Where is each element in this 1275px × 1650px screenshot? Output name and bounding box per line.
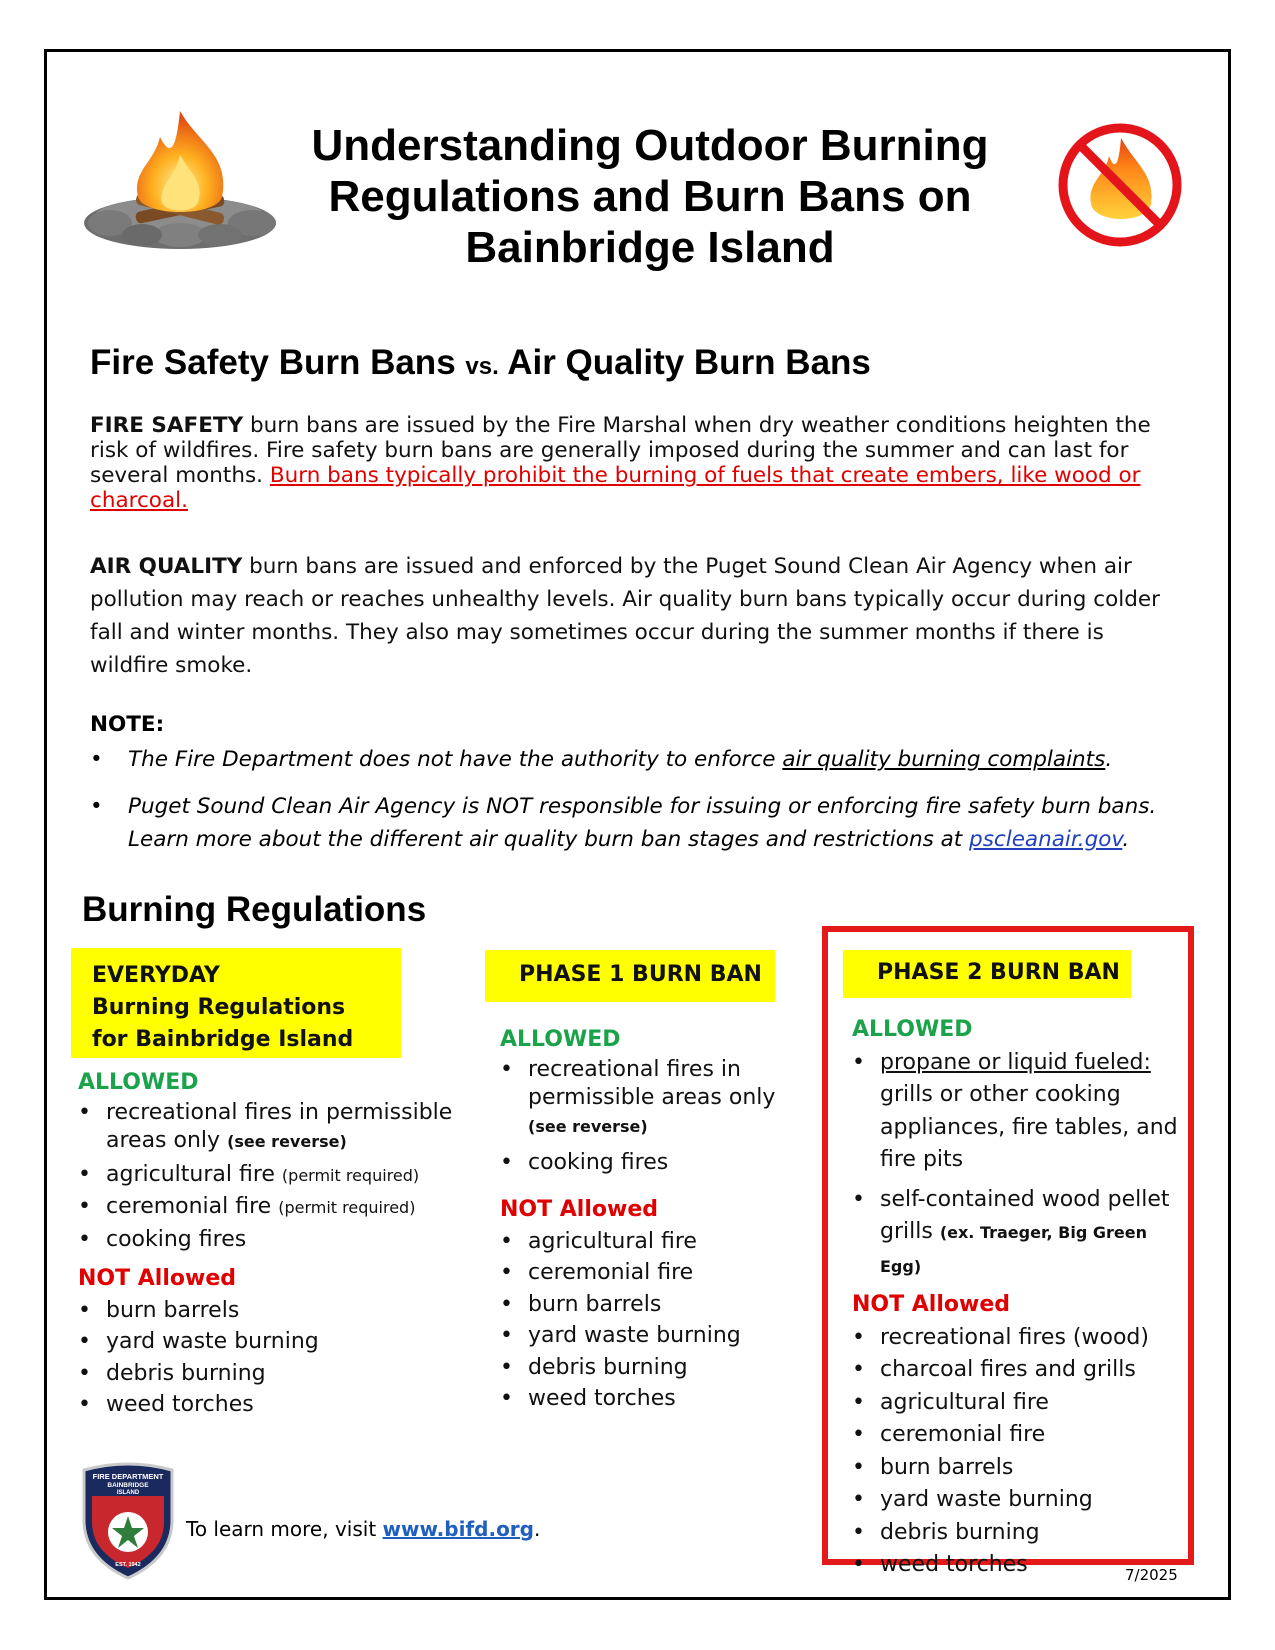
list-item: • yard waste burning [500,1320,800,1352]
list-item: • weed torches [500,1383,800,1415]
list-item: • weed torches [852,1549,1182,1582]
list-item [78,1099,468,1159]
list-item: • charcoal fires and grills [852,1354,1182,1387]
badge-text: EST. 1942 [115,1562,141,1568]
note-label: NOTE: [90,712,165,737]
list-item: • yard waste burning [78,1326,468,1358]
title-line: Regulations and Burn Bans on [328,172,972,221]
footer-text [186,1517,540,1541]
list-item: • debris burning [500,1352,800,1384]
item-note: (permit required) [281,1165,420,1185]
item-text: cooking fires [528,1149,669,1175]
list-item [852,1184,1182,1284]
item-text: cooking fires [106,1226,247,1252]
air-quality-heading: Air Quality Burn Bans [507,343,871,382]
allowed-label: ALLOWED [500,1027,621,1052]
list-item: • yard waste burning [852,1484,1182,1517]
list-item: • burn barrels [500,1289,800,1321]
air-quality-text: burn bans are issued and enforced by the Puget Sound Clean Air Agency when air pollution may reach or reaches unhealthy levels. Air quality burn bans typically occur during colder fall and winter months. They also may sometimes occur during the summer months if there is wildfire smoke. [90,554,1160,678]
everyday-label: Burning Regulations [92,995,346,1020]
phase1-label-box: PHASE 1 BURN BAN [485,950,775,1002]
fire-safety-paragraph [90,413,1180,513]
item-note: (see reverse) [528,1116,648,1136]
footer-punctuation: . [534,1517,541,1541]
phase2-column [852,1014,1182,1582]
list-item: • debris burning [78,1358,468,1390]
everyday-label-box [71,948,401,1058]
fire-department-badge-icon [78,1462,178,1580]
list-item [78,1224,468,1256]
list-item: • agricultural fire [852,1387,1182,1420]
title-line: Bainbridge Island [465,223,835,272]
everyday-column [78,1067,468,1421]
vs-label: vs. [465,353,499,380]
footer-label: To learn more, visit [186,1517,383,1541]
fire-safety-label: FIRE SAFETY [90,413,244,438]
no-fire-icon [1055,120,1185,250]
note-item [90,790,1190,856]
note-text: . [1122,827,1130,852]
list-item [500,1147,800,1179]
badge-text: ISLAND [116,1490,140,1496]
burning-regulations-heading: Burning Regulations [82,890,427,929]
note-text: Puget Sound Clean Air Agency is NOT responsible for issuing or enforcing fire safety burn bans. Learn more about the different air quality burn ban stages and restrictions at [128,794,1157,852]
item-note: (see reverse) [227,1131,347,1151]
list-item [78,1191,468,1224]
everyday-label: for Bainbridge Island [92,1027,354,1052]
title-line: Understanding Outdoor Burning [311,121,989,170]
note-list [90,743,1190,870]
air-quality-label: AIR QUALITY [90,554,243,579]
fire-safety-text: burn bans are issued by the Fire Marshal when dry weather conditions heighten the risk of wildfires. Fire safety burn bans are generally imposed during the summer and can last for several months. [90,413,1151,488]
everyday-not-allowed-list [78,1295,468,1421]
item-text: self-contained wood pellet grills [880,1186,1170,1244]
item-text: grills or other cooking appliances, fire tables, and fire pits [880,1082,1178,1172]
allowed-label: ALLOWED [78,1070,199,1095]
everyday-allowed-list [78,1099,468,1256]
list-item [78,1159,468,1192]
badge-text: FIRE DEPARTMENT [92,1472,164,1481]
air-quality-paragraph [90,550,1180,682]
note-item [90,743,1190,776]
item-text: agricultural fire [106,1161,275,1187]
phase2-label-box: PHASE 2 BURN BAN [843,950,1131,998]
everyday-label: EVERYDAY [92,963,220,988]
item-text: ceremonial fire [106,1194,272,1219]
revision-date: 7/2025 [1125,1566,1178,1584]
list-item: • agricultural fire [500,1226,800,1258]
item-note: (permit required) [278,1198,416,1217]
fire-safety-heading: Fire Safety Burn Bans [90,343,456,382]
campfire-icon [80,105,285,255]
item-underlined-text: propane or liquid fueled: [880,1049,1151,1075]
bifd-link[interactable]: www.bifd.org [382,1517,534,1541]
vs-heading [90,343,871,383]
note-text: The Fire Department does not have the authority to enforce [128,747,783,772]
not-allowed-label: NOT Allowed [78,1266,236,1291]
phase1-allowed-list [500,1056,800,1179]
item-text: recreational fires in permissible areas only [106,1099,453,1153]
page-title [280,120,1020,273]
list-item: • weed torches [78,1389,468,1421]
list-item: • burn barrels [78,1295,468,1327]
list-item: • ceremonial fire [500,1257,800,1289]
phase1-not-allowed-list [500,1226,800,1415]
phase1-column [500,1024,800,1415]
pscleanair-link[interactable]: pscleanair.gov [969,827,1123,852]
list-item: • debris burning [852,1517,1182,1550]
list-item [500,1056,800,1147]
phase2-not-allowed-list [852,1322,1182,1582]
note-underlined-text: air quality burning complaints [782,747,1106,772]
list-item [852,1047,1182,1184]
not-allowed-label: NOT Allowed [852,1292,1010,1317]
fire-safety-warning: Burn bans typically prohibit the burning of fuels that create embers, like wood or charcoal. [90,463,1141,513]
list-item: • recreational fires (wood) [852,1322,1182,1355]
list-item: • burn barrels [852,1452,1182,1485]
phase2-allowed-list [852,1047,1182,1284]
allowed-label: ALLOWED [852,1017,973,1042]
not-allowed-label: NOT Allowed [500,1197,658,1222]
badge-text: BAINBRIDGE [107,1482,149,1489]
list-item: • ceremonial fire [852,1419,1182,1452]
item-note: (ex. Traeger, Big Green Egg) [880,1223,1147,1276]
note-text: . [1105,747,1113,772]
item-text: recreational fires in permissible areas only [528,1056,776,1110]
